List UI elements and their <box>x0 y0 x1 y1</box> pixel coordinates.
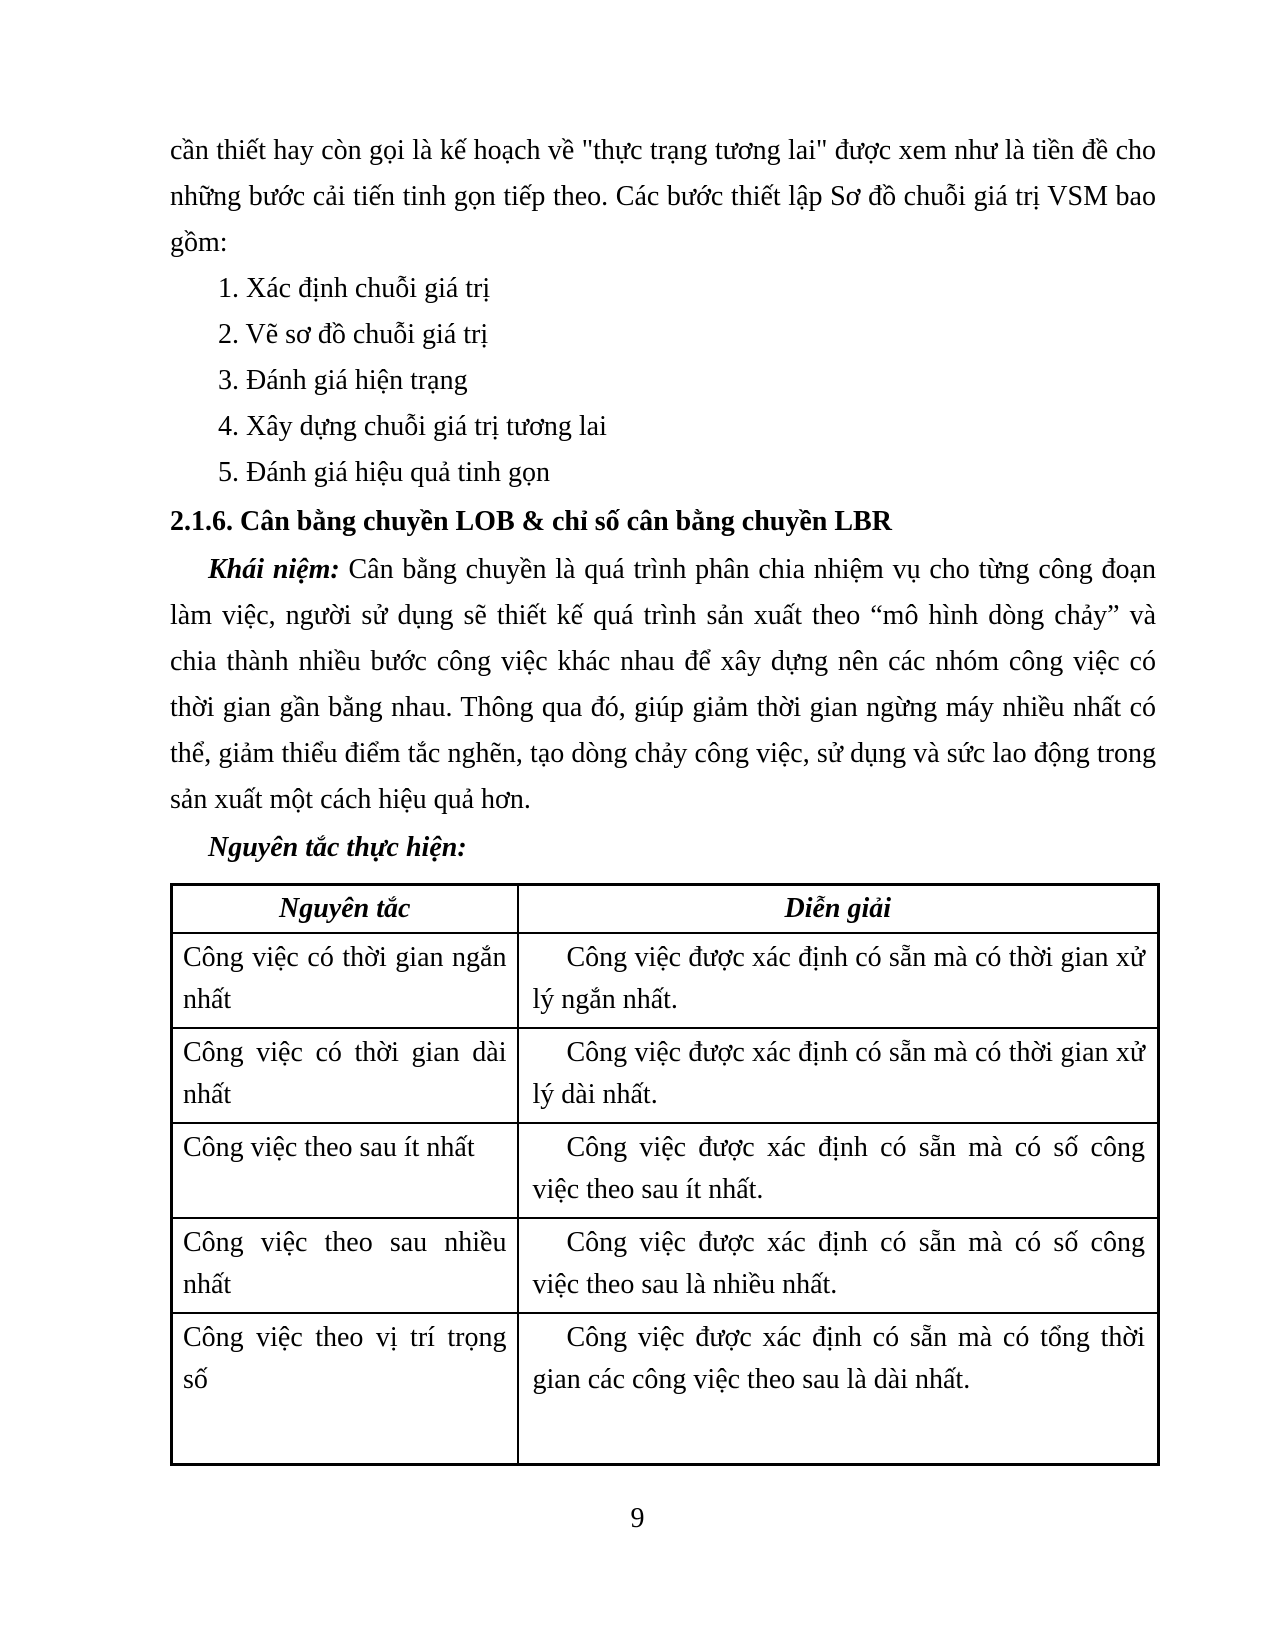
principles-table <box>170 883 1160 1466</box>
explanation-cell: Công việc được xác định có sẵn mà có thời gian xử lý ngắn nhất. <box>518 933 1159 1028</box>
column-header-explanation: Diễn giải <box>518 885 1159 934</box>
table-header-row <box>172 885 1159 934</box>
principle-cell: Công việc theo sau nhiều nhất <box>172 1218 518 1313</box>
vsm-steps-list <box>170 266 1156 496</box>
principle-cell: Công việc có thời gian ngắn nhất <box>172 933 518 1028</box>
explanation-cell: Công việc được xác định có sẵn mà có tổng thời gian các công việc theo sau là dài nhất. <box>518 1313 1159 1465</box>
table-row <box>172 933 1159 1028</box>
paragraph-vsm-intro: cần thiết hay còn gọi là kế hoạch về "thực trạng tương lai" được xem như là tiền đề cho những bước cải tiến tinh gọn tiếp theo. Các bước thiết lập Sơ đồ chuỗi giá trị VSM bao gồm: <box>170 135 1156 258</box>
concept-label: Khái niệm: <box>208 554 340 585</box>
list-item: 5. Đánh giá hiệu quả tinh gọn <box>218 457 551 488</box>
list-item: 2. Vẽ sơ đồ chuỗi giá trị <box>218 319 489 350</box>
column-header-principle: Nguyên tắc <box>172 885 518 934</box>
principles-label: Nguyên tắc thực hiện: <box>208 832 467 863</box>
table-row <box>172 1218 1159 1313</box>
list-item: 4. Xây dựng chuỗi giá trị tương lai <box>218 411 607 442</box>
explanation-cell: Công việc được xác định có sẵn mà có số công việc theo sau ít nhất. <box>518 1123 1159 1218</box>
table-row <box>172 1028 1159 1123</box>
page-content <box>170 128 1156 1466</box>
list-item: 3. Đánh giá hiện trạng <box>218 365 468 396</box>
table-row <box>172 1313 1159 1465</box>
principle-cell: Công việc có thời gian dài nhất <box>172 1028 518 1123</box>
page-number: 9 <box>630 1503 645 1534</box>
concept-text: Cân bằng chuyền là quá trình phân chia nhiệm vụ cho từng công đoạn làm việc, người sử dụng sẽ thiết kế quá trình sản xuất theo “mô hình dòng chảy” và chia thành nhiều bước công việc khác nhau để xây dựng nên các nhóm công việc có thời gian gần bằng nhau. Thông qua đó, giúp giảm thời gian ngừng máy nhiều nhất có thể, giảm thiểu điểm tắc nghẽn, tạo dòng chảy công việc, sử dụng và sức lao động trong sản xuất một cách hiệu quả hơn. <box>170 554 1156 815</box>
principle-cell: Công việc theo sau ít nhất <box>172 1123 518 1218</box>
principle-cell: Công việc theo vị trí trọng số <box>172 1313 518 1465</box>
explanation-cell: Công việc được xác định có sẵn mà có thời gian xử lý dài nhất. <box>518 1028 1159 1123</box>
table-row <box>172 1123 1159 1218</box>
section-heading: 2.1.6. Cân bằng chuyền LOB & chỉ số cân bằng chuyền LBR <box>170 506 892 537</box>
list-item: 1. Xác định chuỗi giá trị <box>218 273 491 304</box>
explanation-cell: Công việc được xác định có sẵn mà có số công việc theo sau là nhiều nhất. <box>518 1218 1159 1313</box>
paragraph-concept <box>170 547 1156 823</box>
